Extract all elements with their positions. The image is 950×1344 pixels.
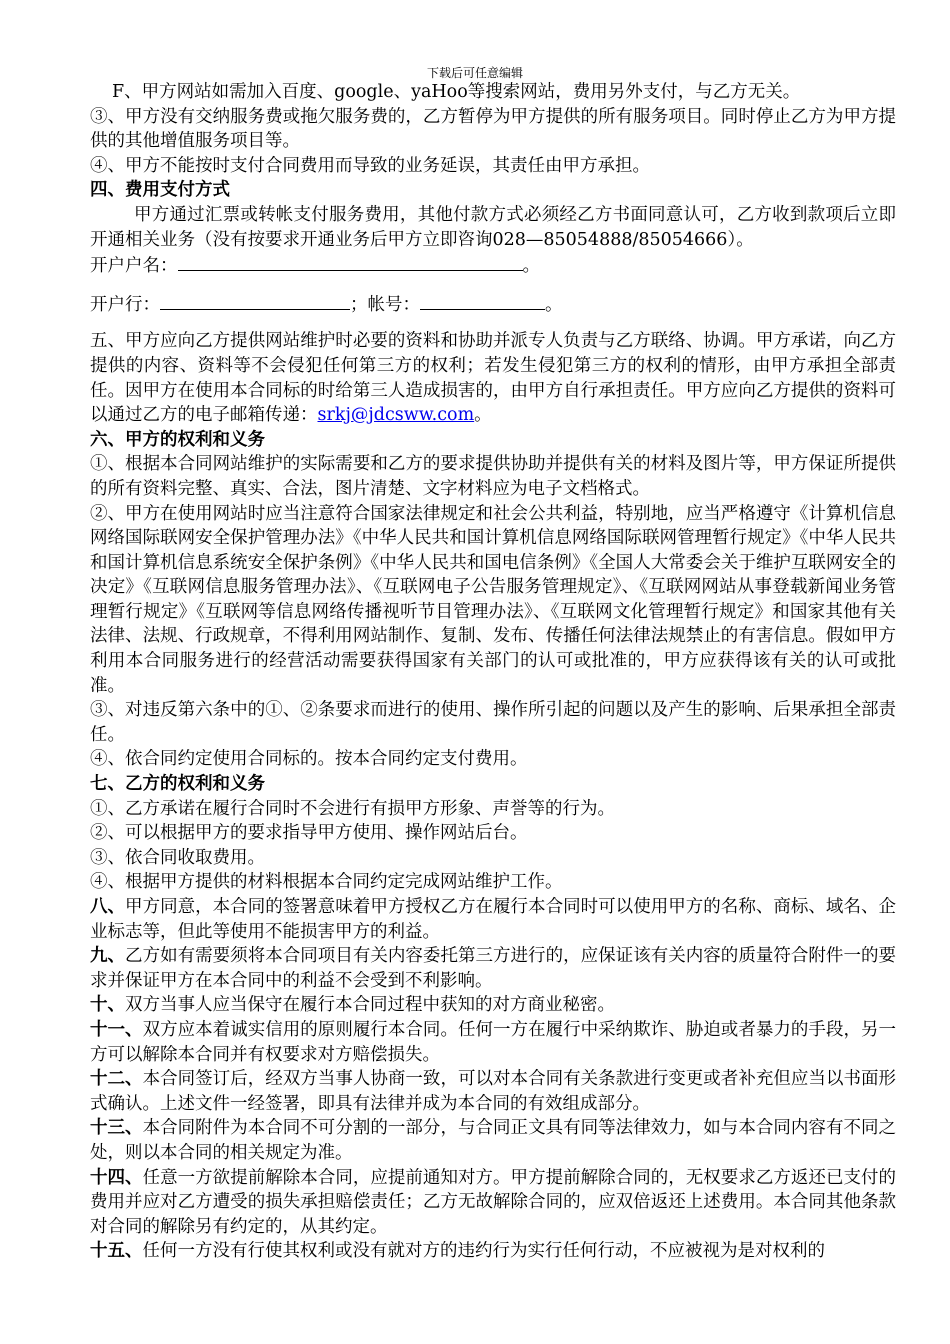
clause-12: 十二、本合同签订后，经双方当事人协商一致，可以对本合同有关条款进行变更或者补充但应当以书面形式确认。上述文件一经签署，即具有法律并成为本合同的有效组成部分。 xyxy=(90,1069,897,1114)
bank-label: 开户行： xyxy=(90,294,160,315)
account-no-label: ；帐号： xyxy=(350,294,420,315)
clause-delay: ④、甲方不能按时支付合同费用而导致的业务延误，其责任由甲方承担。 xyxy=(90,155,650,176)
section-6-title: 六、甲方的权利和义务 xyxy=(90,429,265,450)
clause-8: 八、甲方同意，本合同的签署意味着甲方授权乙方在履行本合同时可以使用甲方的名称、商标、域名、企业标志等，但此等使用不能损害甲方的利益。 xyxy=(90,897,896,942)
section-6-item: ④、依合同约定使用合同标的。按本合同约定支付费用。 xyxy=(90,749,528,770)
bank-account-line: 开户行： ；帐号： 。 xyxy=(90,291,896,318)
clause-9: 九、乙方如有需要须将本合同项目有关内容委托第三方进行的，应保证该有关内容的质量符合附件一的要求并保证甲方在本合同中的利益不会受到不利影响。 xyxy=(90,946,896,991)
account-name-line: 开户户名： 。 xyxy=(90,252,896,279)
section-7-item: ④、根据甲方提供的材料根据本合同约定完成网站维护工作。 xyxy=(90,872,563,893)
clause-10: 十、双方当事人应当保守在履行本合同过程中获知的对方商业秘密。 xyxy=(90,995,615,1016)
contract-body xyxy=(90,80,896,1264)
section-4-title: 四、费用支付方式 xyxy=(90,180,230,201)
clause-11: 十一、双方应本着诚实信用的原则履行本合同。任何一方在履行中采纳欺诈、胁迫或者暴力的手段，另一方可以解除本合同并有权要求对方赔偿损失。 xyxy=(90,1019,897,1065)
section-5-body: 五、甲方应向乙方提供网站维护时必要的资料和协助并派专人负责与乙方联络、协调。甲方承诺，向乙方提供的内容、资料等不会侵犯任何第三方的权利；若发生侵犯第三方的权利的情形，由甲方承担全部责任。因甲方在使用本合同标的时给第三人造成损害的，由甲方自行承担责任。甲方应向乙方提供的资料可以通过乙方的电子邮箱传递：srkj@jdcsww.com。 xyxy=(90,331,896,426)
account-name-label: 开户户名： xyxy=(90,256,178,277)
clause-f: F、甲方网站如需加入百度、google、yaHoo等搜索网站，费用另外支付，与乙方无关。 xyxy=(112,82,801,102)
section-7-item: ③、依合同收取费用。 xyxy=(90,847,265,868)
section-7-item: ②、可以根据甲方的要求指导甲方使用、操作网站后台。 xyxy=(90,823,528,844)
account-name-blank[interactable] xyxy=(178,252,523,271)
clause-14: 十四、任意一方欲提前解除本合同，应提前通知对方。甲方提前解除合同的，无权要求乙方返还已支付的费用并应对乙方遭受的损失承担赔偿责任；乙方无故解除合同的，应双倍返还上述费用。本合同其他条款对合同的解除另有约定的，从其约定。 xyxy=(90,1167,897,1237)
email-link[interactable]: srkj@jdcsww.com xyxy=(317,405,475,426)
section-6-item: ①、根据本合同网站维护的实际需要和乙方的要求提供协助并提供有关的材料及图片等，甲方保证所提供的所有资料完整、真实、合法，图片清楚、文字材料应为电子文档格式。 xyxy=(90,454,896,499)
bank-blank[interactable] xyxy=(160,291,350,310)
clause-15: 十五、任何一方没有行使其权利或没有就对方的违约行为实行任何行动，不应被视为是对权利的 xyxy=(90,1241,825,1262)
clause-no-fee: ③、甲方没有交纳服务费或拖欠服务费的，乙方暂停为甲方提供的所有服务项目。同时停止乙方为甲方提供的其他增值服务项目等。 xyxy=(90,106,896,152)
section-4-body: 甲方通过汇票或转帐支付服务费用，其他付款方式必须经乙方书面同意认可，乙方收到款项后立即开通相关业务（没有按要求开通业务后甲方立即咨询028—85054888/85054666）。 xyxy=(90,204,896,250)
section-6-item: ②、甲方在使用网站时应当注意符合国家法律规定和社会公共利益，特别地，应当严格遵守《计算机信息网络国际联网安全保护管理办法》《中华人民共和国计算机信息网络国际联网管理暂行规定》《中华人民共和国计算机信息系统安全保护条例》《中华人民共和国电信条例》《全国人大常委会关于维护互联网安全的决定》《互联网信息服务管理办法》、《互联网电子公告服务管理规定》、《互联网网站从事登载新闻业务管理暂行规定》《互联网等信息网络传播视听节目管理办法》、《互联网文化管理暂行规定》和国家其他有关法律、法规、行政规章，不得利用网站制作、复制、发布、传播任何法律法规禁止的有害信息。假如甲方利用本合同服务进行的经营活动需要获得国家有关部门的认可或批准的，甲方应获得该有关的认可或批准。 xyxy=(90,503,896,696)
section-6-item: ③、对违反第六条中的①、②条要求而进行的使用、操作所引起的问题以及产生的影响、后果承担全部责任。 xyxy=(90,700,896,745)
account-no-blank[interactable] xyxy=(420,291,545,310)
header-note: 下载后可任意编辑 xyxy=(426,66,523,80)
clause-13: 十三、本合同附件为本合同不可分割的一部分，与合同正文具有同等法律效力，如与本合同内容有不同之处，则以本合同的相关规定为准。 xyxy=(90,1118,897,1163)
section-7-item: ①、乙方承诺在履行合同时不会进行有损甲方形象、声誉等的行为。 xyxy=(90,798,615,819)
section-7-title: 七、乙方的权利和义务 xyxy=(90,774,265,795)
